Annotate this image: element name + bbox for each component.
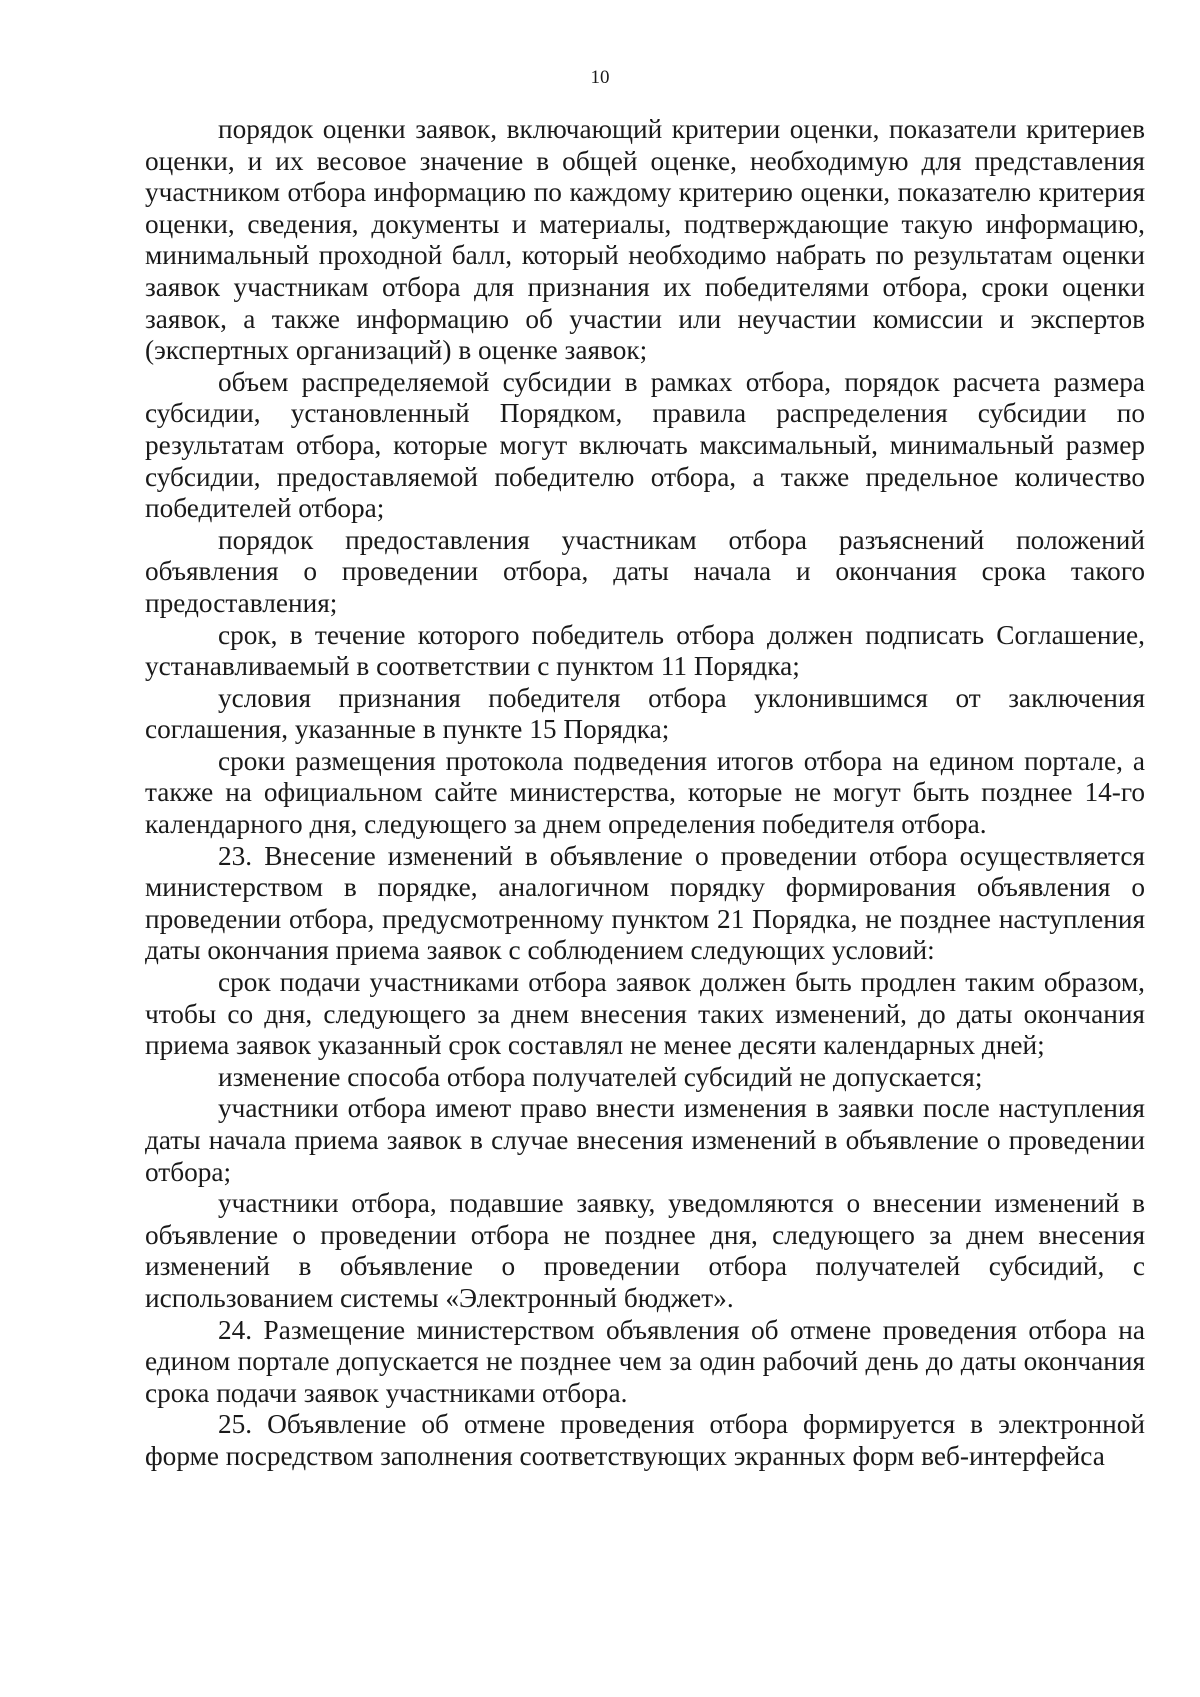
paragraph-application-changes: участники отбора имеют право внести изменения в заявки после наступления даты начала приема заявок в случае внесения изменений в объявление о проведении отбора;	[145, 1093, 1145, 1187]
page-number: 10	[590, 67, 610, 88]
paragraph-protocol-publication: сроки размещения протокола подведения итогов отбора на едином портале, а также на официальном сайте министерства, которые не могут быть позднее 14-го календарного дня, следующего за днем определения победителя отбора.	[145, 745, 1145, 840]
paragraph-evaluation-procedure: порядок оценки заявок, включающий критерии оценки, показатели критериев оценки, и их весовое значение в общей оценке, необходимую для представления участником отбора информацию по каждому критерию оценки, показателю критерия оценки, сведения, документы и материалы, подтверждающие такую информацию, минимальный проходной балл, который необходимо набрать по результатам оценки заявок участникам отбора для признания их победителями отбора, сроки оценки заявок, а также информацию об участии или неучастии комиссии и экспертов (экспертных организаций) в оценке заявок;	[145, 114, 1145, 366]
paragraph-item-25: 25. Объявление об отмене проведения отбора формируется в электронной форме посредством заполнения соответствующих экранных форм веб-интерфейса	[145, 1409, 1145, 1471]
paragraph-method-change: изменение способа отбора получателей субсидий не допускается;	[218, 1061, 983, 1092]
paragraph-evasion-conditions: условия признания победителя отбора уклонившимся от заключения соглашения, указанные в пункте 15 Порядка;	[145, 682, 1145, 745]
paragraph-subsidy-volume: объем распределяемой субсидии в рамках отбора, порядок расчета размера субсидии, установленный Порядком, правила распределения субсидии по результатам отбора, которые могут включать максимальный, минимальный размер субсидии, предоставляемой победителю отбора, а также предельное количество победителей отбора;	[145, 366, 1145, 524]
paragraph-item-23: 23. Внесение изменений в объявление о проведении отбора осуществляется министерством в порядке, аналогичном порядку формирования объявления о проведении отбора, предусмотренному пунктом 21 Порядка, не позднее наступления даты окончания приема заявок с соблюдением следующих условий:	[145, 840, 1145, 966]
paragraph-deadline-extension: срок подачи участниками отбора заявок должен быть продлен таким образом, чтобы со дня, следующего за днем внесения таких изменений, до даты окончания приема заявок указанный срок составлял не менее десяти календарных дней;	[145, 967, 1145, 1061]
paragraph-participant-notification: участники отбора, подавшие заявку, уведомляются о внесении изменений в объявление о проведении отбора не позднее дня, следующего за днем внесения изменений в объявление о проведении отбора получателей субсидий, с использованием системы «Электронный бюджет».	[145, 1188, 1145, 1313]
document-body	[145, 114, 1145, 1473]
paragraph-item-24: 24. Размещение министерством объявления об отмене проведения отбора на едином портале допускается не позднее чем за один рабочий день до даты окончания срока подачи заявок участниками отбора.	[145, 1314, 1145, 1408]
paragraph-agreement-signing-term: срок, в течение которого победитель отбора должен подписать Соглашение, устанавливаемый в соответствии с пунктом 11 Порядка;	[145, 619, 1145, 682]
paragraph-clarifications-procedure: порядок предоставления участникам отбора разъяснений положений объявления о проведении отбора, даты начала и окончания срока такого предоставления;	[145, 524, 1145, 618]
